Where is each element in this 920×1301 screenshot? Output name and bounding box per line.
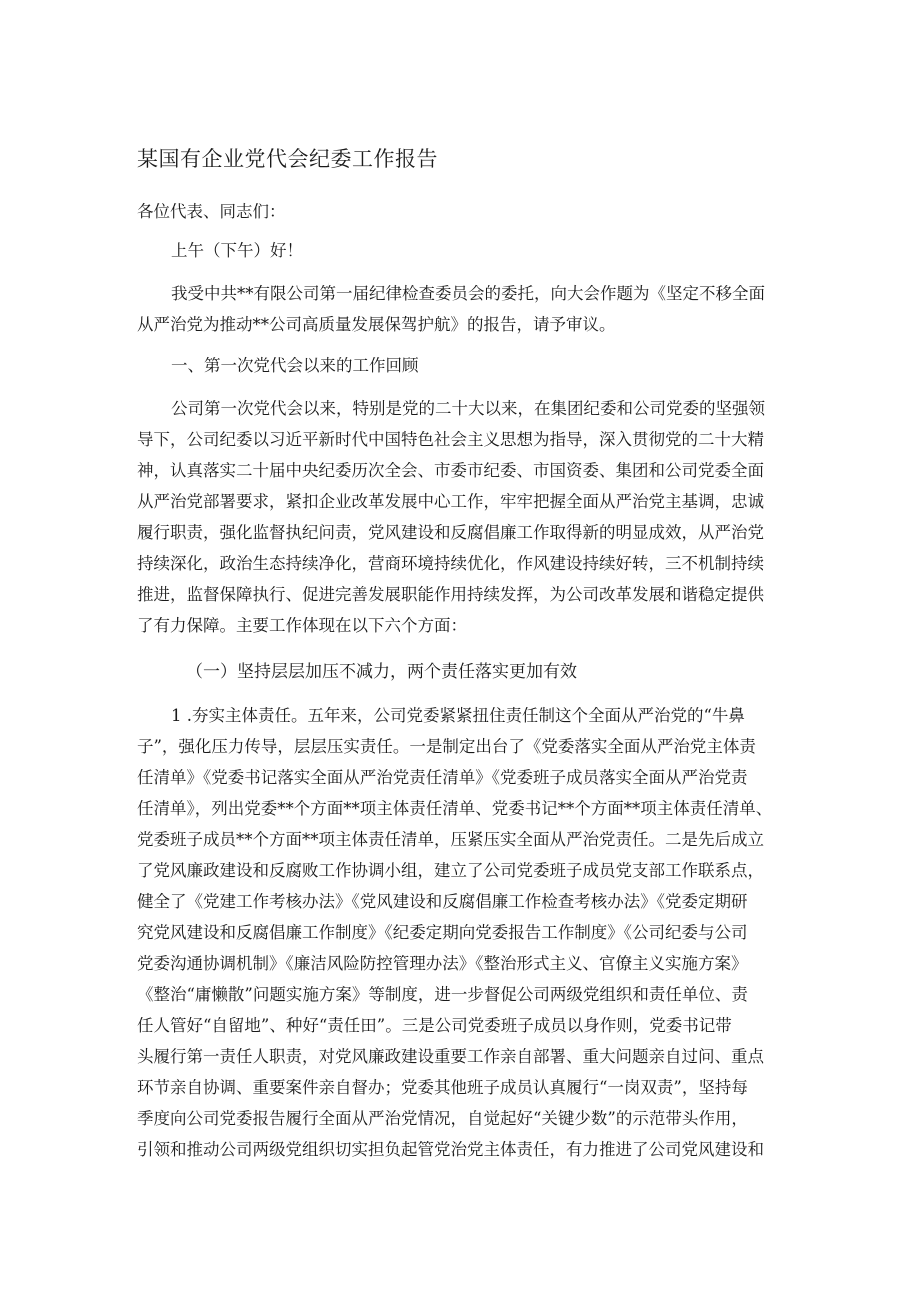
paragraph-line: 究党风建设和反腐倡廉工作制度》《纪委定期向党委报告工作制度》《公司纪委与公司 xyxy=(137,923,748,942)
paragraph-line: 头履行第一责任人职责，对党风廉政建设重要工作亲自部署、重大问题亲自过问、重点 xyxy=(137,1047,764,1066)
paragraph-line: 《整治“庸懒散”问题实施方案》等制度，进一步督促公司两级党组织和责任单位、责 xyxy=(137,985,748,1004)
paragraph-line: 了党风廉政建设和反腐败工作协调小组，建立了公司党委班子成员党支部工作联系点， xyxy=(137,861,764,880)
paragraph-line: 神，认真落实二十届中央纪委历次全会、市委市纪委、市国资委、集团和公司党委全面 xyxy=(137,461,764,480)
paragraph-line: 了有力保障。主要工作体现在以下六个方面： xyxy=(137,616,467,635)
salutation: 各位代表、同志们： xyxy=(137,202,286,221)
paragraph-line: 党委班子成员**个方面**项主体责任清单，压紧压实全面从严治党责任。二是先后成立 xyxy=(137,830,764,849)
paragraph-line: 导下，公司纪委以习近平新时代中国特色社会主义思想为指导，深入贯彻党的二十大精 xyxy=(137,430,764,449)
paragraph-line: 履行职责，强化监督执纪问责，党风建设和反腐倡廉工作取得新的明显成效，从严治党 xyxy=(137,523,764,542)
paragraph-line: 任清单》《党委书记落实全面从严治党责任清单》《党委班子成员落实全面从严治党责 xyxy=(137,768,748,787)
paragraph-line: 任人管好“自留地”、种好“责任田”。三是公司党委班子成员以身作则，党委书记带 xyxy=(137,1016,732,1035)
paragraph-line: 持续深化，政治生态持续净化，营商环境持续优化，作风建设持续好转，三不机制持续 xyxy=(137,554,764,573)
paragraph-line: 公司第一次党代会以来，特别是党的二十大以来，在集团纪委和公司党委的坚强领 xyxy=(171,399,765,418)
paragraph-line: 引领和推动公司两级党组织切实担负起管党治党主体责任，有力推进了公司党风建设和 xyxy=(137,1140,764,1159)
paragraph-line: 健全了《党建工作考核办法》《党风建设和反腐倡廉工作检查考核办法》《党委定期研 xyxy=(137,892,748,911)
paragraph-line: 任清单》，列出党委**个方面**项主体责任清单、党委书记**个方面**项主体责任清单、 xyxy=(137,799,773,818)
paragraph-line: 从严治党部署要求，紧扣企业改革发展中心工作，牢牢把握全面从严治党主基调，忠诚 xyxy=(137,492,764,511)
subsection-heading: （一）坚持层层加压不减力，两个责任落实更加有效 xyxy=(186,662,577,682)
paragraph-line: 环节亲自协调、重要案件亲自督办；党委其他班子成员认真履行“一岗双责”，坚持每 xyxy=(137,1078,748,1097)
paragraph-line: 子”，强化压力传导，层层压实责任。一是制定出台了《党委落实全面从严治党主体责 xyxy=(137,737,756,756)
section-heading: 一、第一次党代会以来的工作回顾 xyxy=(171,356,419,375)
paragraph-line: 1 .夯实主体责任。五年来，公司党委紧紧扭住责任制这个全面从严治党的“牛鼻 xyxy=(171,706,745,725)
paragraph-line: 推进，监督保障执行、促进完善发展职能作用持续发挥，为公司改革发展和谐稳定提供 xyxy=(137,585,764,604)
greeting: 上午（下午）好！ xyxy=(171,241,303,260)
intro-line: 从严治党为推动**公司高质量发展保驾护航》的报告，请予审议。 xyxy=(137,315,616,334)
paragraph-line: 季度向公司党委报告履行全面从严治党情况，自觉起好“关键少数”的示范带头作用， xyxy=(137,1109,748,1128)
paragraph-line: 党委沟通协调机制》《廉洁风险防控管理办法》《整治形式主义、官僚主义实施方案》 xyxy=(137,954,748,973)
document-title: 某国有企业党代会纪委工作报告 xyxy=(137,147,438,171)
intro-line: 我受中共**有限公司第一届纪律检查委员会的委托，向大会作题为《坚定不移全面 xyxy=(171,284,765,303)
